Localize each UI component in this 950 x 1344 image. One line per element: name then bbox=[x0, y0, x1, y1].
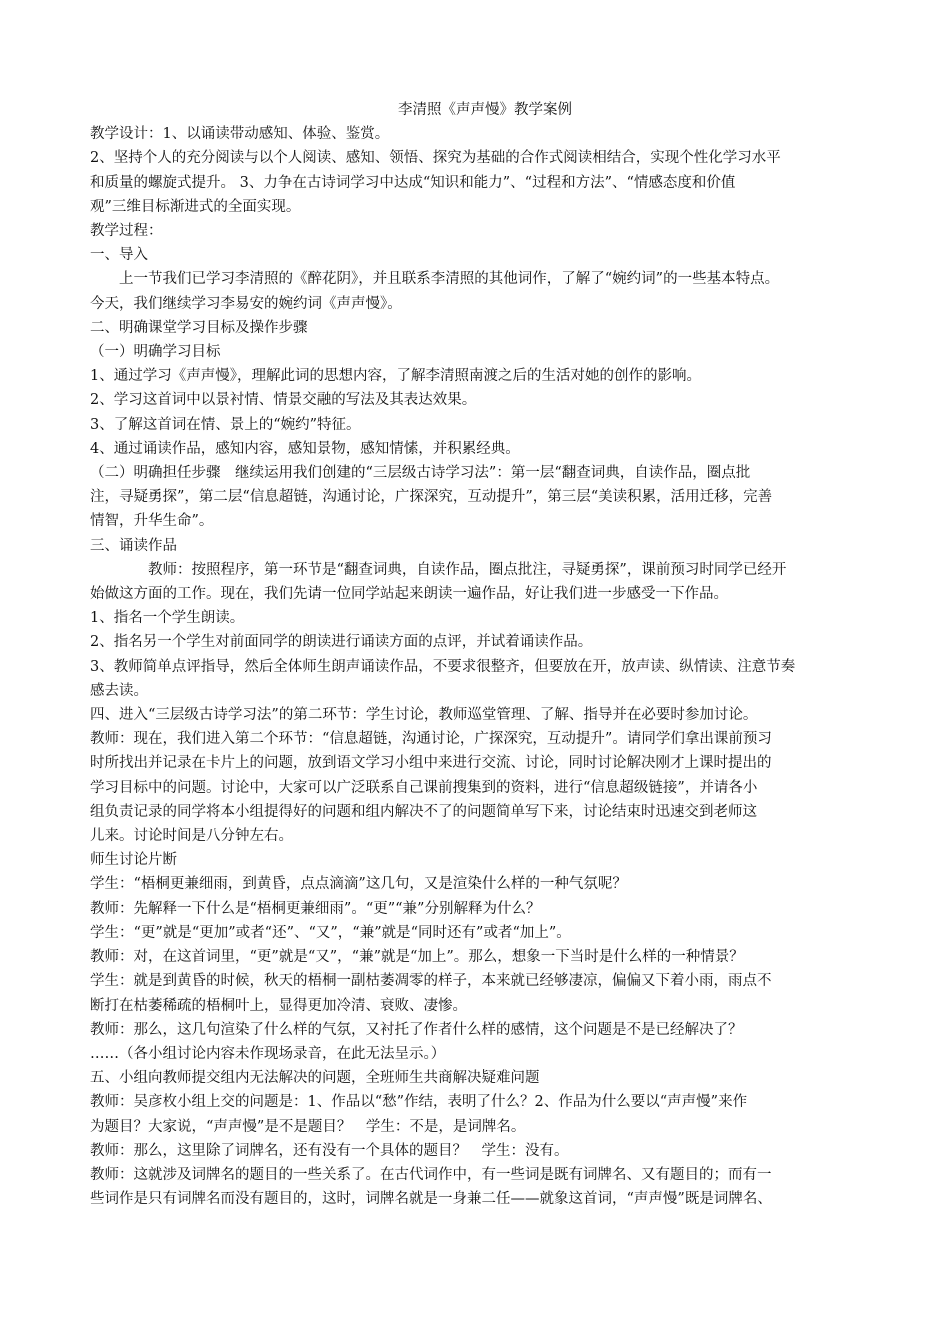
text-line: 上一节我们已学习李清照的《醉花阴》，并且联系李清照的其他词作，了解了“婉约词”的一些基本特点。 bbox=[119, 271, 780, 288]
text-line: 教师：现在，我们进入第二个环节：“信息超链，沟通讨论，广探深究，互动提升”。请同学们拿出课前预习 bbox=[90, 731, 772, 748]
document-body bbox=[90, 98, 880, 1211]
text-line: 教师：按照程序，第一环节是“翻查词典，自读作品，圈点批注，寻疑勇探”，课前预习时同学已经开 bbox=[148, 561, 787, 578]
list-item: 3、教师简单点评指导，然后全体师生朗声诵读作品，不要求很整齐，但要放在开，放声读、纵情读、注意节奏 bbox=[90, 658, 796, 675]
text-line: 感去读。 bbox=[90, 682, 148, 699]
text-line: ……（各小组讨论内容未作现场录音，在此无法呈示。） bbox=[90, 1045, 446, 1062]
dialogue-line: 断打在枯萎稀疏的梧桐叶上，显得更加冷清、衰败、凄惨。 bbox=[90, 997, 467, 1014]
text-line: 儿来。讨论时间是八分钟左右。 bbox=[90, 828, 293, 845]
dialogue-line: 教师：那么，这几句渲染了什么样的气氛，又衬托了作者什么样的感情，这个问题是不是已经解决了？ bbox=[90, 1021, 743, 1038]
section-heading: 二、明确课堂学习目标及操作步骤 bbox=[90, 319, 308, 336]
dialogue-line: 教师：那么，这里除了词牌名，还有没有一个具体的题目？ 学生：没有。 bbox=[90, 1142, 569, 1159]
text-line: 学习目标中的问题。讨论中，大家可以广泛联系自己课前搜集到的资料，进行“信息超级链接”，并请各小 bbox=[90, 779, 758, 796]
dialogue-line: 教师：对，在这首词里，“更”就是“又”，“兼”就是“加上”。那么，想象一下当时是什么样的一种情景？ bbox=[90, 949, 744, 966]
section-heading: 一、导入 bbox=[90, 247, 148, 264]
section-heading: 教学过程： bbox=[90, 223, 163, 239]
section-heading: 四、进入“三层级古诗学习法”的第二环节：学生讨论，教师巡堂管理、了解、指导并在必要时参加讨论。 bbox=[90, 707, 758, 724]
section-heading: 五、小组向教师提交组内无法解决的问题，全班师生共商解决疑难问题 bbox=[90, 1070, 540, 1087]
list-item: 3、了解这首词在情、景上的“婉约”特征。 bbox=[90, 416, 361, 433]
dialogue-line: 教师：先解释一下什么是“梧桐更兼细雨”。“更”“兼”分别解释为什么？ bbox=[90, 900, 541, 917]
subsection-heading: 师生讨论片断 bbox=[90, 852, 177, 869]
list-item: 2、指名另一个学生对前面同学的朗读进行诵读方面的点评，并试着诵读作品。 bbox=[90, 634, 593, 651]
text-line: 今天，我们继续学习李易安的婉约词《声声慢》。 bbox=[90, 295, 402, 312]
dialogue-line: 为题目？大家说，“声声慢”是不是题目？ 学生：不是，是词牌名。 bbox=[90, 1118, 526, 1135]
document-title: 李清照《声声慢》教学案例 bbox=[398, 102, 572, 118]
list-item: 1、指名一个学生朗读。 bbox=[90, 610, 245, 627]
section-heading: 三、诵读作品 bbox=[90, 537, 177, 554]
text-line: 观”三维目标渐进式的全面实现。 bbox=[90, 198, 301, 215]
dialogue-line: 教师：这就涉及词牌名的题目的一些关系了。在古代词作中，有一些词是既有词牌名、又有题目的；而有一 bbox=[90, 1166, 772, 1183]
text-line: 和质量的螺旋式提升。 3、力争在古诗词学习中达成“知识和能力”、“过程和方法”、“情感态度和价值 bbox=[90, 174, 736, 191]
text-line: 注，寻疑勇探”，第二层“信息超链，沟通讨论，广探深究，互动提升”，第三层“美读积累，活用迁移，完善 bbox=[90, 489, 773, 506]
text-line: 时所找出并记录在卡片上的问题，放到语文学习小组中来进行交流、讨论，同时讨论解决刚才上课时提出的 bbox=[90, 755, 772, 772]
dialogue-line: 学生：“更”就是“更加”或者“还”、“又”，“兼”就是“同时还有”或者“加上”。 bbox=[90, 924, 571, 941]
text-line: 组负责记录的同学将本小组提得好的问题和组内解决不了的问题简单写下来，讨论结束时迅速交到老师这 bbox=[90, 803, 757, 820]
text-line: 始做这方面的工作。现在，我们先请一位同学站起来朗读一遍作品，好让我们进一步感受一下作品。 bbox=[90, 586, 728, 603]
dialogue-line: 学生：就是到黄昏的时候，秋天的梧桐一副枯萎凋零的样子，本来就已经够凄凉，偏偏又下着小雨，雨点不 bbox=[90, 973, 772, 990]
subsection-heading: （二）明确担任步骤 继续运用我们创建的“三层级古诗学习法”：第一层“翻查词典，自读作品，圈点批 bbox=[90, 465, 751, 482]
subsection-heading: （一）明确学习目标 bbox=[90, 344, 221, 361]
dialogue-line: 些词作是只有词牌名而没有题目的，这时，词牌名就是一身兼二任——就象这首词，“声声慢”既是词牌名、 bbox=[90, 1191, 772, 1208]
text-line: 2、坚持个人的充分阅读与以个人阅读、感知、领悟、探究为基础的合作式阅读相结合，实现个性化学习水平 bbox=[90, 150, 781, 167]
dialogue-line: 学生：“梧桐更兼细雨，到黄昏，点点滴滴”这几句，又是渲染什么样的一种气氛呢？ bbox=[90, 876, 627, 893]
dialogue-line: 教师：吴彦枚小组上交的问题是：1、作品以“愁”作结，表明了什么？2、作品为什么要以“声声慢”来作 bbox=[90, 1094, 748, 1111]
text-line: 教学设计：1、以诵读带动感知、体验、鉴赏。 bbox=[90, 126, 390, 143]
list-item: 2、学习这首词中以景衬情、情景交融的写法及其表达效果。 bbox=[90, 392, 477, 409]
list-item: 1、通过学习《声声慢》，理解此词的思想内容，了解李清照南渡之后的生活对她的创作的影响。 bbox=[90, 368, 701, 385]
text-line: 情智，升华生命”。 bbox=[90, 513, 214, 530]
list-item: 4、通过诵读作品，感知内容，感知景物，感知情愫，并积累经典。 bbox=[90, 440, 520, 457]
